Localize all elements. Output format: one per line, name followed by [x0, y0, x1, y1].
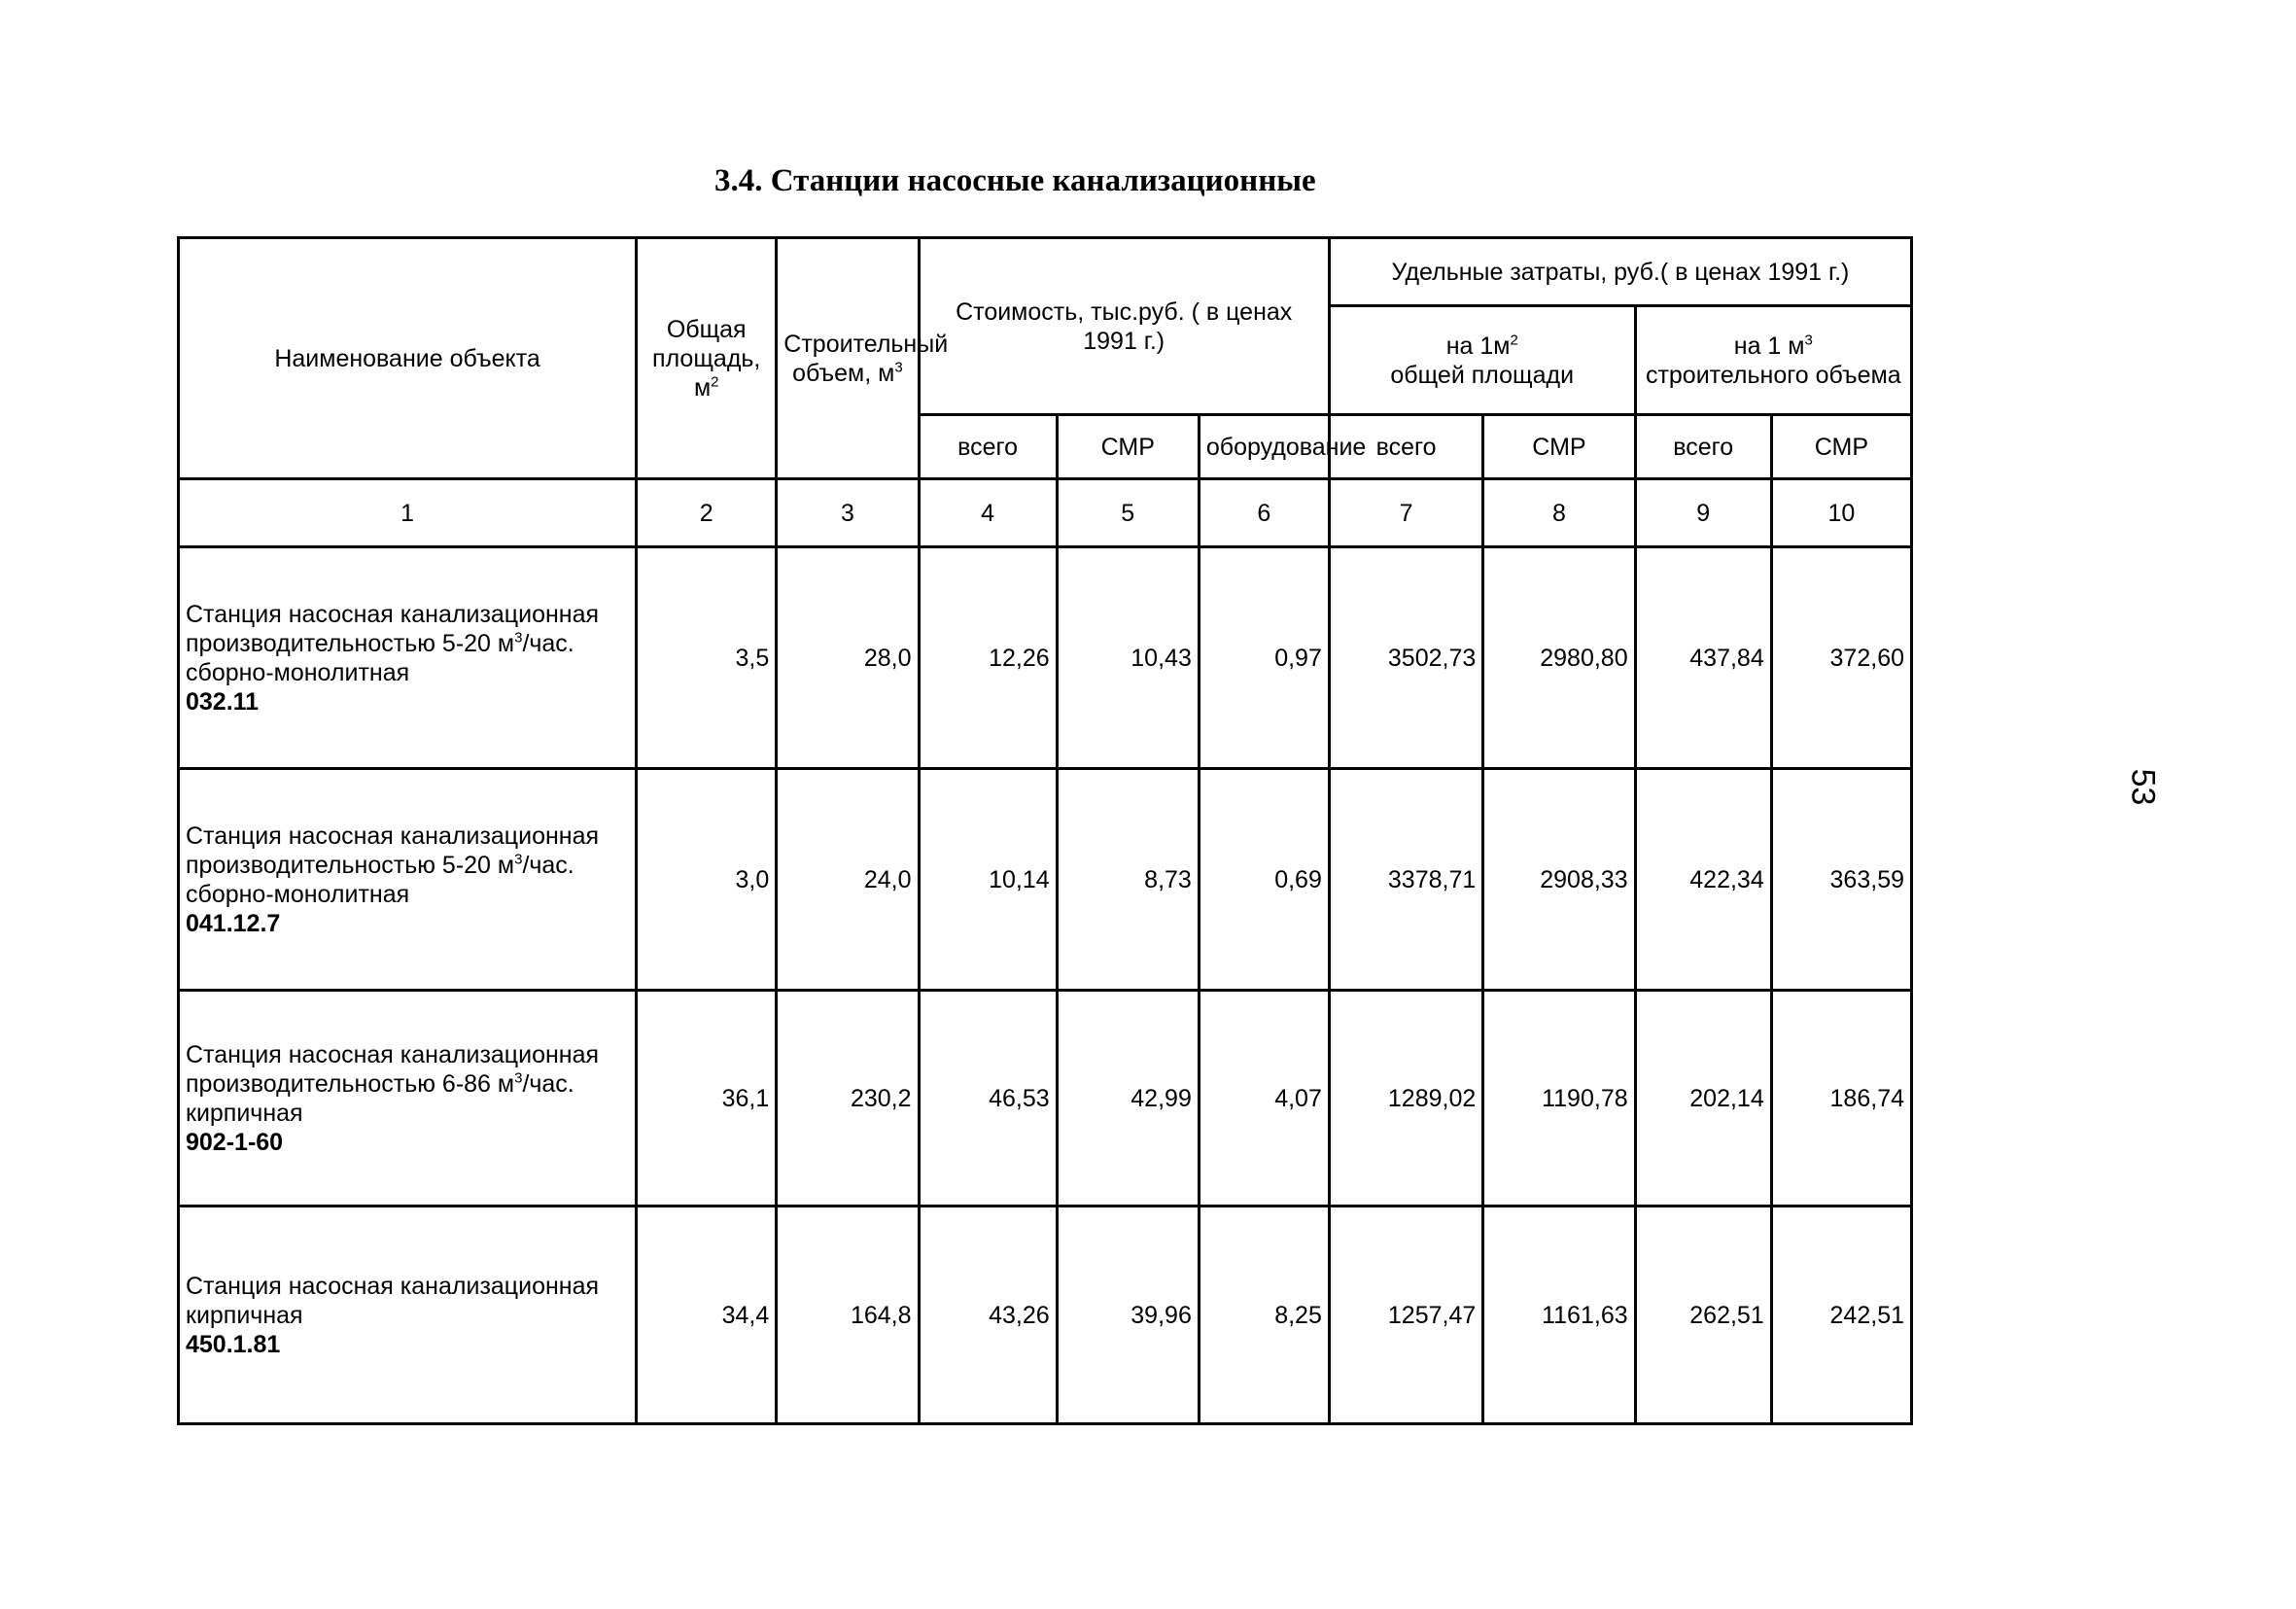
object-name — [179, 769, 637, 991]
header-per-m2-text: на 1м — [1445, 332, 1511, 360]
m2-smr-cell: 1161,63 — [1483, 1207, 1635, 1424]
m2-total-cell: 1257,47 — [1329, 1207, 1482, 1424]
header-per-m2-sup: 2 — [1510, 332, 1518, 349]
m2-total-cell: 1289,02 — [1329, 991, 1482, 1207]
object-name — [179, 991, 637, 1207]
header-volume — [777, 238, 949, 479]
object-name-text: Станция насосная канализационная производительностью 5-20 м — [186, 822, 600, 879]
object-name-text-end: /час. сборно-монолитная — [186, 851, 574, 908]
header-m2-total: всего — [1329, 415, 1482, 479]
area-cell: 36,1 — [637, 991, 777, 1207]
cost-total-cell: 10,14 — [919, 769, 1057, 991]
column-number-row — [179, 479, 1912, 547]
area-cell: 34,4 — [637, 1207, 777, 1424]
m2-smr-cell: 1190,78 — [1483, 991, 1635, 1207]
cost-total-cell: 12,26 — [919, 547, 1057, 769]
header-cost-smr: СМР — [1057, 415, 1199, 479]
column-number: 4 — [919, 479, 1057, 547]
object-code: 450.1.81 — [186, 1330, 281, 1358]
header-area — [637, 238, 777, 479]
column-number: 1 — [179, 479, 637, 547]
column-number: 5 — [1057, 479, 1199, 547]
m3-smr-cell: 242,51 — [1771, 1207, 1911, 1424]
m3-total-cell: 202,14 — [1635, 991, 1771, 1207]
object-name-text: Станция насосная канализационная кирпичная — [186, 1272, 600, 1329]
cost-smr-cell: 42,99 — [1057, 991, 1199, 1207]
volume-cell: 28,0 — [777, 547, 919, 769]
header-per-m2 — [1329, 306, 1635, 415]
header-specific-costs: Удельные затраты, руб.( в ценах 1991 г.) — [1329, 238, 1911, 306]
object-code: 902-1-60 — [186, 1128, 284, 1156]
column-number: 10 — [1771, 479, 1911, 547]
table-row — [179, 769, 1912, 991]
header-cost-equipment: оборудование — [1199, 415, 1329, 479]
cost-total-cell: 43,26 — [919, 1207, 1057, 1424]
m3-total-cell: 422,34 — [1635, 769, 1771, 991]
stations-table — [177, 236, 1913, 1425]
page-number: 53 — [2124, 768, 2162, 806]
m3-total-cell: 437,84 — [1635, 547, 1771, 769]
object-name-text: Станция насосная канализационная производительностью 6-86 м — [186, 1040, 600, 1098]
object-name-text-end: /час. кирпичная — [186, 1069, 574, 1127]
header-per-m3-sup: 3 — [1804, 332, 1813, 349]
m2-total-cell: 3502,73 — [1329, 547, 1482, 769]
cost-smr-cell: 10,43 — [1057, 547, 1199, 769]
area-cell: 3,5 — [637, 547, 777, 769]
table-row — [179, 991, 1912, 1207]
header-name: Наименование объекта — [179, 238, 637, 479]
header-cost: Стоимость, тыс.руб. ( в ценах 1991 г.) — [919, 238, 1329, 415]
object-name-sup: 3 — [514, 1069, 523, 1087]
object-name-text-end: /час. сборно-монолитная — [186, 629, 574, 686]
header-cost-total: всего — [919, 415, 1057, 479]
m2-total-cell: 3378,71 — [1329, 769, 1482, 991]
page-title: 3.4. Станции насосные канализационные — [714, 163, 1316, 198]
m2-smr-cell: 2908,33 — [1483, 769, 1635, 991]
cost-equipment-cell: 4,07 — [1199, 991, 1329, 1207]
header-volume-sup: 3 — [894, 359, 903, 376]
object-code: 041.12.7 — [186, 909, 281, 937]
m3-smr-cell: 372,60 — [1771, 547, 1911, 769]
header-m3-smr: СМР — [1771, 415, 1911, 479]
object-name — [179, 1207, 637, 1424]
cost-smr-cell: 39,96 — [1057, 1207, 1199, 1424]
cost-equipment-cell: 0,69 — [1199, 769, 1329, 991]
column-number: 6 — [1199, 479, 1329, 547]
object-name-sup: 3 — [514, 851, 523, 868]
header-area-text: Общая площадь, м — [652, 315, 761, 402]
header-row-1 — [179, 238, 1912, 306]
volume-cell: 24,0 — [777, 769, 919, 991]
header-area-sup: 2 — [711, 373, 719, 391]
cost-total-cell: 46,53 — [919, 991, 1057, 1207]
column-number: 2 — [637, 479, 777, 547]
object-code: 032.11 — [186, 687, 260, 716]
object-name-text: Станция насосная канализационная производительностью 5-20 м — [186, 600, 600, 657]
table-row — [179, 1207, 1912, 1424]
m3-smr-cell: 186,74 — [1771, 991, 1911, 1207]
header-m2-smr: СМР — [1483, 415, 1635, 479]
column-number: 3 — [777, 479, 919, 547]
column-number: 7 — [1329, 479, 1482, 547]
m3-smr-cell: 363,59 — [1771, 769, 1911, 991]
header-volume-text: Строительный объем, м — [783, 330, 949, 387]
area-cell: 3,0 — [637, 769, 777, 991]
object-name — [179, 547, 637, 769]
table-row — [179, 547, 1912, 769]
cost-smr-cell: 8,73 — [1057, 769, 1199, 991]
header-per-m2-note: общей площади — [1390, 361, 1575, 389]
header-per-m3-note: строительного объема — [1645, 361, 1901, 389]
m3-total-cell: 262,51 — [1635, 1207, 1771, 1424]
header-per-m3 — [1635, 306, 1911, 415]
column-number: 8 — [1483, 479, 1635, 547]
header-per-m3-text: на 1 м — [1733, 332, 1805, 360]
volume-cell: 230,2 — [777, 991, 919, 1207]
m2-smr-cell: 2980,80 — [1483, 547, 1635, 769]
header-m3-total: всего — [1635, 415, 1771, 479]
object-name-sup: 3 — [514, 629, 523, 647]
cost-equipment-cell: 8,25 — [1199, 1207, 1329, 1424]
volume-cell: 164,8 — [777, 1207, 919, 1424]
cost-equipment-cell: 0,97 — [1199, 547, 1329, 769]
column-number: 9 — [1635, 479, 1771, 547]
